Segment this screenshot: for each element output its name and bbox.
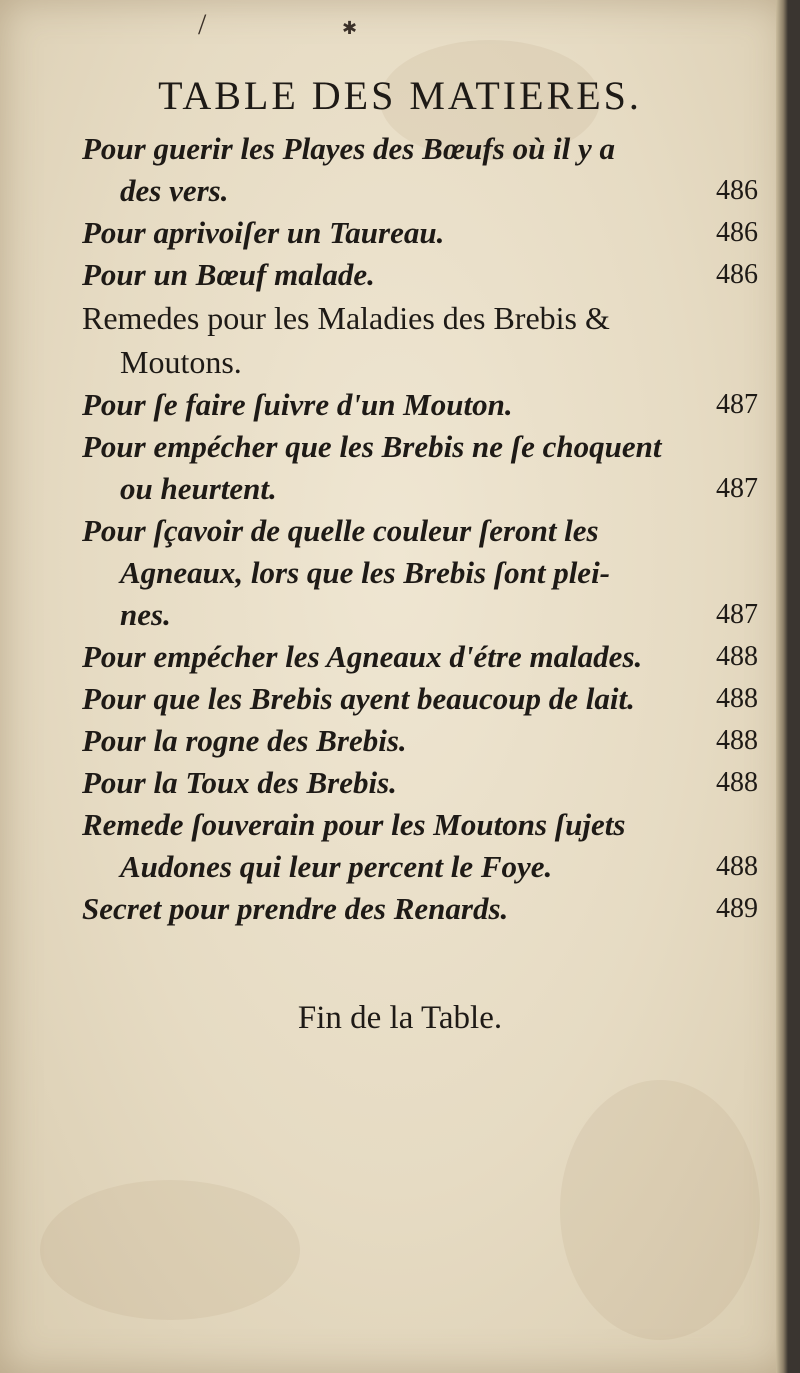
toc-entry: [82, 678, 758, 720]
toc-page-number: 488: [716, 641, 758, 672]
toc-entry-text: Pour un Bœuf malade.: [82, 257, 375, 292]
toc-entry: [82, 128, 758, 212]
toc-entry: [82, 254, 758, 296]
toc-entry-text: des vers.: [120, 173, 229, 208]
toc-entry: [82, 296, 758, 384]
toc-entry-text: Audones qui leur percent le Foye.: [120, 849, 553, 884]
toc-entry-text: Pour la rogne des Brebis.: [82, 723, 407, 758]
toc-entry-text: Secret pour prendre des Renards.: [82, 891, 509, 926]
end-of-table: Fin de la Table.: [297, 1000, 503, 1036]
page-edge: [776, 0, 788, 1373]
toc-page-number: 486: [716, 175, 758, 206]
ink-mark: /: [198, 8, 207, 41]
toc-page-number: 486: [716, 259, 758, 290]
toc-entry-text: Pour guerir les Playes des Bœufs où il y a: [82, 131, 616, 166]
toc-entry-text: Remede ſouverain pour les Moutons ſujets: [82, 807, 626, 842]
toc-page-number: 487: [716, 599, 758, 630]
toc-entry-text: Pour que les Brebis ayent beaucoup de lait.: [82, 681, 635, 716]
toc-entry-text: Remedes pour les Maladies des Brebis &: [82, 300, 610, 336]
toc-entry-text: Pour ſçavoir de quelle couleur ſeront les: [82, 513, 599, 548]
toc-entry: [82, 426, 758, 510]
toc-page-number: 487: [716, 473, 758, 504]
toc-entry-text: Pour aprivoiſer un Taureau.: [82, 215, 445, 250]
paper-stain: [40, 1180, 300, 1320]
toc-entry: [82, 888, 758, 930]
toc-entry: [82, 384, 758, 426]
toc-entry: [82, 720, 758, 762]
toc-page-number: 486: [716, 217, 758, 248]
toc-page-number: 488: [716, 725, 758, 756]
paper-stain: [560, 1080, 760, 1340]
toc-page-number: 488: [716, 767, 758, 798]
toc-entry-text: Pour empécher les Agneaux d'étre malades.: [82, 639, 643, 674]
toc-entry-text: Moutons.: [120, 344, 242, 380]
toc-page-number: 488: [716, 851, 758, 882]
toc-page-number: 489: [716, 893, 758, 924]
page-title: TABLE DES MATIERES.: [158, 73, 642, 118]
toc-entry-text: Pour la Toux des Brebis.: [82, 765, 397, 800]
toc-entry-text: nes.: [120, 597, 171, 632]
toc-entry-text: ou heurtent.: [120, 471, 277, 506]
toc-entry: [82, 636, 758, 678]
ink-mark: ✱: [342, 18, 358, 38]
toc-page-number: 488: [716, 683, 758, 714]
toc-entry-text: Agneaux, lors que les Brebis ſont plei-: [120, 555, 611, 590]
toc-entry-text: Pour empécher que les Brebis ne ſe choquent: [82, 429, 662, 464]
toc-entry: [82, 762, 758, 804]
table-of-contents: [82, 128, 758, 930]
toc-entry-text: Pour ſe faire ſuivre d'un Mouton.: [82, 387, 513, 422]
toc-entry: [82, 804, 758, 888]
toc-page-number: 487: [716, 389, 758, 420]
toc-entry: [82, 510, 758, 636]
toc-entry: [82, 212, 758, 254]
